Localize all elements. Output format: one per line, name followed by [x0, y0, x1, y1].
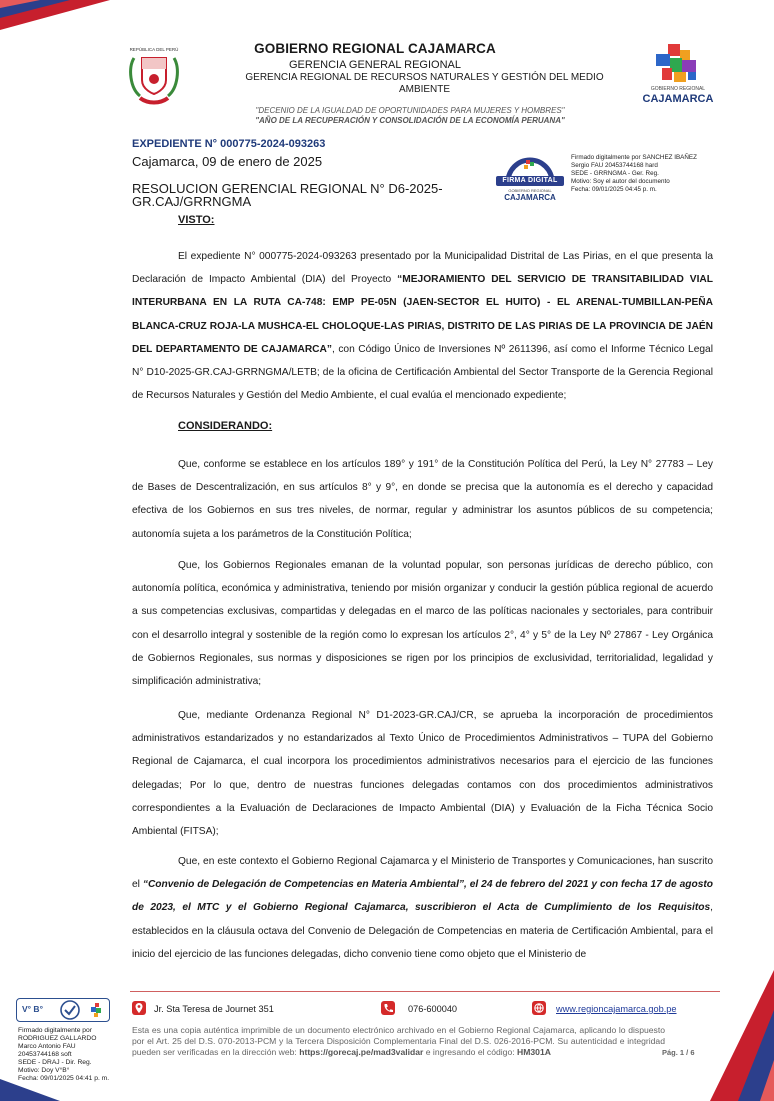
- considerando-heading: CONSIDERANDO:: [178, 420, 273, 432]
- badge-main-text: CAJAMARCA: [504, 193, 556, 202]
- resolution-title: RESOLUCION GERENCIAL REGIONAL N° D6-2025-GR.CAJ/GRRNGMA: [132, 181, 443, 209]
- vb-line: Marco Antonio FAU: [18, 1043, 76, 1050]
- digital-signature-info: [571, 154, 741, 194]
- paragraph-visto: [132, 245, 713, 407]
- anio-text: "AÑO DE LA RECUPERACIÓN Y CONSOLIDACIÓN DE LA ECONOMÍA PERUANA": [255, 115, 565, 125]
- signature-line: SEDE - GRRNGMA - Ger. Reg.: [571, 170, 659, 177]
- vb-line: 20453744168 soft: [18, 1051, 72, 1058]
- p1-project-name: “MEJORAMIENTO DEL SERVICIO DE TRANSITABILIDAD VIAL INTERURBANA EN LA RUTA CA-748: EMP PE-05N (JAEN-SECTOR EL HUITO) - EL ARENAL-TUMBILLAN-PEÑA BLANCA-CRUZ ROJA-LA MUSHCA-EL CHOLOQUE-LAS PIRIAS, DISTRITO DE LAS PIRIAS DE LA PROVINCIA DE JAÉN DEL DEPARTAMENTO DE CAJAMARCA”: [132, 274, 713, 355]
- decenio-line: "DECENIO DE LA IGUALDAD DE OPORTUNIDADES PARA MUJERES Y HOMBRES": [255, 106, 565, 115]
- legal-text-a: Esta es una copia auténtica imprimible de un documento electrónico archivado en el Gobierno Regional Cajamarca, aplicando lo dispuesto por el Art. 25 del D.S. 070-2013-PCM y la Tercera Disposición Complementaria Final del D.S. 026-2016-PCM. Su autenticidad e integridad pueden ser verificadas en la dirección web:: [132, 1025, 665, 1057]
- cajamarca-logo: [638, 42, 718, 104]
- vb-logo-icon: [88, 1002, 106, 1018]
- vb-line: Firmado digitalmente por: [18, 1027, 92, 1034]
- org-name: GOBIERNO REGIONAL CAJAMARCA: [254, 41, 496, 56]
- peru-coat-of-arms-icon: [126, 44, 182, 106]
- legal-text-b: e ingresando el código:: [423, 1047, 518, 1057]
- logo-main-text: CAJAMARCA: [642, 93, 714, 105]
- vb-line: Motivo: Doy V°B°: [18, 1067, 70, 1074]
- validation-url: https://gorecaj.pe/mad3validar: [299, 1047, 424, 1057]
- vb-signature-info: [18, 1027, 124, 1083]
- signature-line: Motivo: Soy el autor del documento: [571, 178, 670, 185]
- validation-code: HM301A: [517, 1047, 551, 1057]
- badge-small-text: GOBIERNO REGIONAL: [508, 188, 552, 193]
- p5-convenio-italic: “Convenio de Delegación de Competencias en Materia Ambiental”, el 24 de febrero del 2021 y con fecha 17 de agosto de 2023, el MTC y el Gobierno Regional Cajamarca, suscribieron el Acta de Cumplimiento de los Requisitos: [132, 879, 713, 914]
- signature-line: Sergio FAU 20453744168 hard: [571, 162, 658, 169]
- header-line-3: GERENCIA REGIONAL DE RECURSOS NATURALES Y GESTIÓN DEL MEDIO AMBIENTE: [245, 72, 604, 95]
- cajamarca-logo-icon: [638, 42, 718, 86]
- firma-digital-badge: [494, 152, 566, 206]
- location-icon: [132, 1001, 146, 1015]
- p5-text-a: Que, en este contexto el Gobierno Regional Cajamarca y el Ministerio de Transportes y Comunicaciones, han suscrito el: [132, 856, 713, 891]
- logo-small-text: GOBIERNO REGIONAL: [650, 86, 706, 92]
- phone-icon: [381, 1001, 395, 1015]
- document-date: Cajamarca, 09 de enero de 2025: [132, 154, 323, 169]
- p1-text-a: El expediente N° 000775-2024-093263 presentado por la Municipalidad Distrital de Las Pirias, en el que presenta la Declaración de Impacto Ambiental (DIA) del Proyecto: [132, 251, 713, 286]
- footer-phone: 076-600040: [408, 1004, 458, 1014]
- checkmark-icon: [58, 999, 82, 1021]
- svg-text:REPÚBLICA DEL PERÚ: REPÚBLICA DEL PERÚ: [129, 47, 179, 52]
- authenticity-notice: [132, 1025, 665, 1058]
- bottom-right-corner-decoration: [700, 970, 774, 1101]
- expediente-number: EXPEDIENTE N° 000775-2024-093263: [132, 138, 326, 150]
- vb-label: V° B°: [22, 1004, 43, 1014]
- anio-line: [200, 116, 620, 126]
- visto-heading: VISTO:: [178, 214, 215, 226]
- vb-line: RODRIGUEZ GALLARDO: [18, 1035, 97, 1042]
- footer-website-link[interactable]: www.regioncajamarca.gob.pe: [556, 1004, 677, 1014]
- header-line-2: GERENCIA GENERAL REGIONAL: [289, 59, 461, 71]
- top-left-corner-decoration: [0, 0, 120, 36]
- vb-line: SEDE - DRAJ - Dir. Reg.: [18, 1059, 92, 1066]
- firma-digital-label: FIRMA DIGITAL: [502, 177, 558, 184]
- paragraph-considerando-1: Que, conforme se establece en los artículos 189° y 191° de la Constitución Política del Perú, la Ley N° 27783 – Ley de Bases de Descentralización, en sus artículos 8° y 9°, en donde se precisa que la autonomía es el derecho y capacidad efectiva de los Gobiernos en sus tres niveles, de normar, regular y administrar los asuntos públicos de su competencia; autonomía sujeta a los parámetros de la Constitución Política;: [132, 459, 713, 540]
- signature-line: Firmado digitalmente por SANCHEZ IBAÑEZ: [571, 154, 697, 161]
- signature-line: Fecha: 09/01/2025 04:45 p. m.: [571, 186, 657, 193]
- p5-convenio: [132, 879, 713, 913]
- vb-line: Fecha: 09/01/2025 04:41 p. m.: [18, 1075, 110, 1082]
- footer-address: Jr. Sta Teresa de Journet 351: [154, 1004, 274, 1014]
- paragraph-considerando-4: [132, 850, 713, 966]
- paragraph-considerando-2: Que, los Gobiernos Regionales emanan de la voluntad popular, son personas jurídicas de derecho público, con autonomía política, económica y administrativa, teniendo por misión organizar y conducir la gestión pública regional de acuerdo a sus competencias exclusivas, compartidas y delegadas en el marco de las políticas nacionales y sectoriales, para contribuir con el desarrollo integral y sostenible de la región como lo expresan los artículos 2°, 4° y 5° de la Ley Nº 27867 - Ley Orgánica de Gobiernos Regionales, sus normas y disposiciones se rigen por los principios de exclusividad, territorialidad, legalidad y simplificación administrativa;: [132, 560, 713, 688]
- decenio-motto: [200, 106, 620, 125]
- p1-text-c: , con Código Único de Inversiones Nº 2611396, así como el Informe Técnico Legal N° D10-2025-GR.CAJ-GRRNGMA/LETB; de la oficina de Certificación Ambiental del Sector Transporte de la Gerencia Regional de Recursos Naturales y Gestión del Medio Ambiente, el cual evalúa el mencionado expediente;: [132, 343, 713, 402]
- p5-text-c: , establecidos en la cláusula octava del Convenio de Delegación de Competencias en materia de Certificación Ambiental, para el inicio del ejercicio de las funciones delegadas, dicho convenio tiene como objeto que el Ministerio de: [132, 902, 713, 960]
- paragraph-considerando-3: Que, mediante Ordenanza Regional N° D1-2023-GR.CAJ/CR, se aprueba la incorporación de procedimientos administrativos estandarizados y no estandarizados al Texto Único de Procedimientos Administrativos – TUPA del Gobierno Regional de Cajamarca, el cual incorpora los procedimientos administrativos necesarios para el ejercicio de las funciones delegadas; Por lo que, dentro de nuestras funciones delegadas contamos con dos procedimientos administrativos correspondientes a la Evaluación de Declaraciones de Impacto Ambiental (DIA) y Evaluación de la Ficha Técnica Socio Ambiental (FITSA);: [132, 710, 713, 838]
- globe-icon: [532, 1001, 546, 1015]
- footer-divider: [130, 991, 720, 992]
- page-number: Pág. 1 / 6: [662, 1048, 695, 1057]
